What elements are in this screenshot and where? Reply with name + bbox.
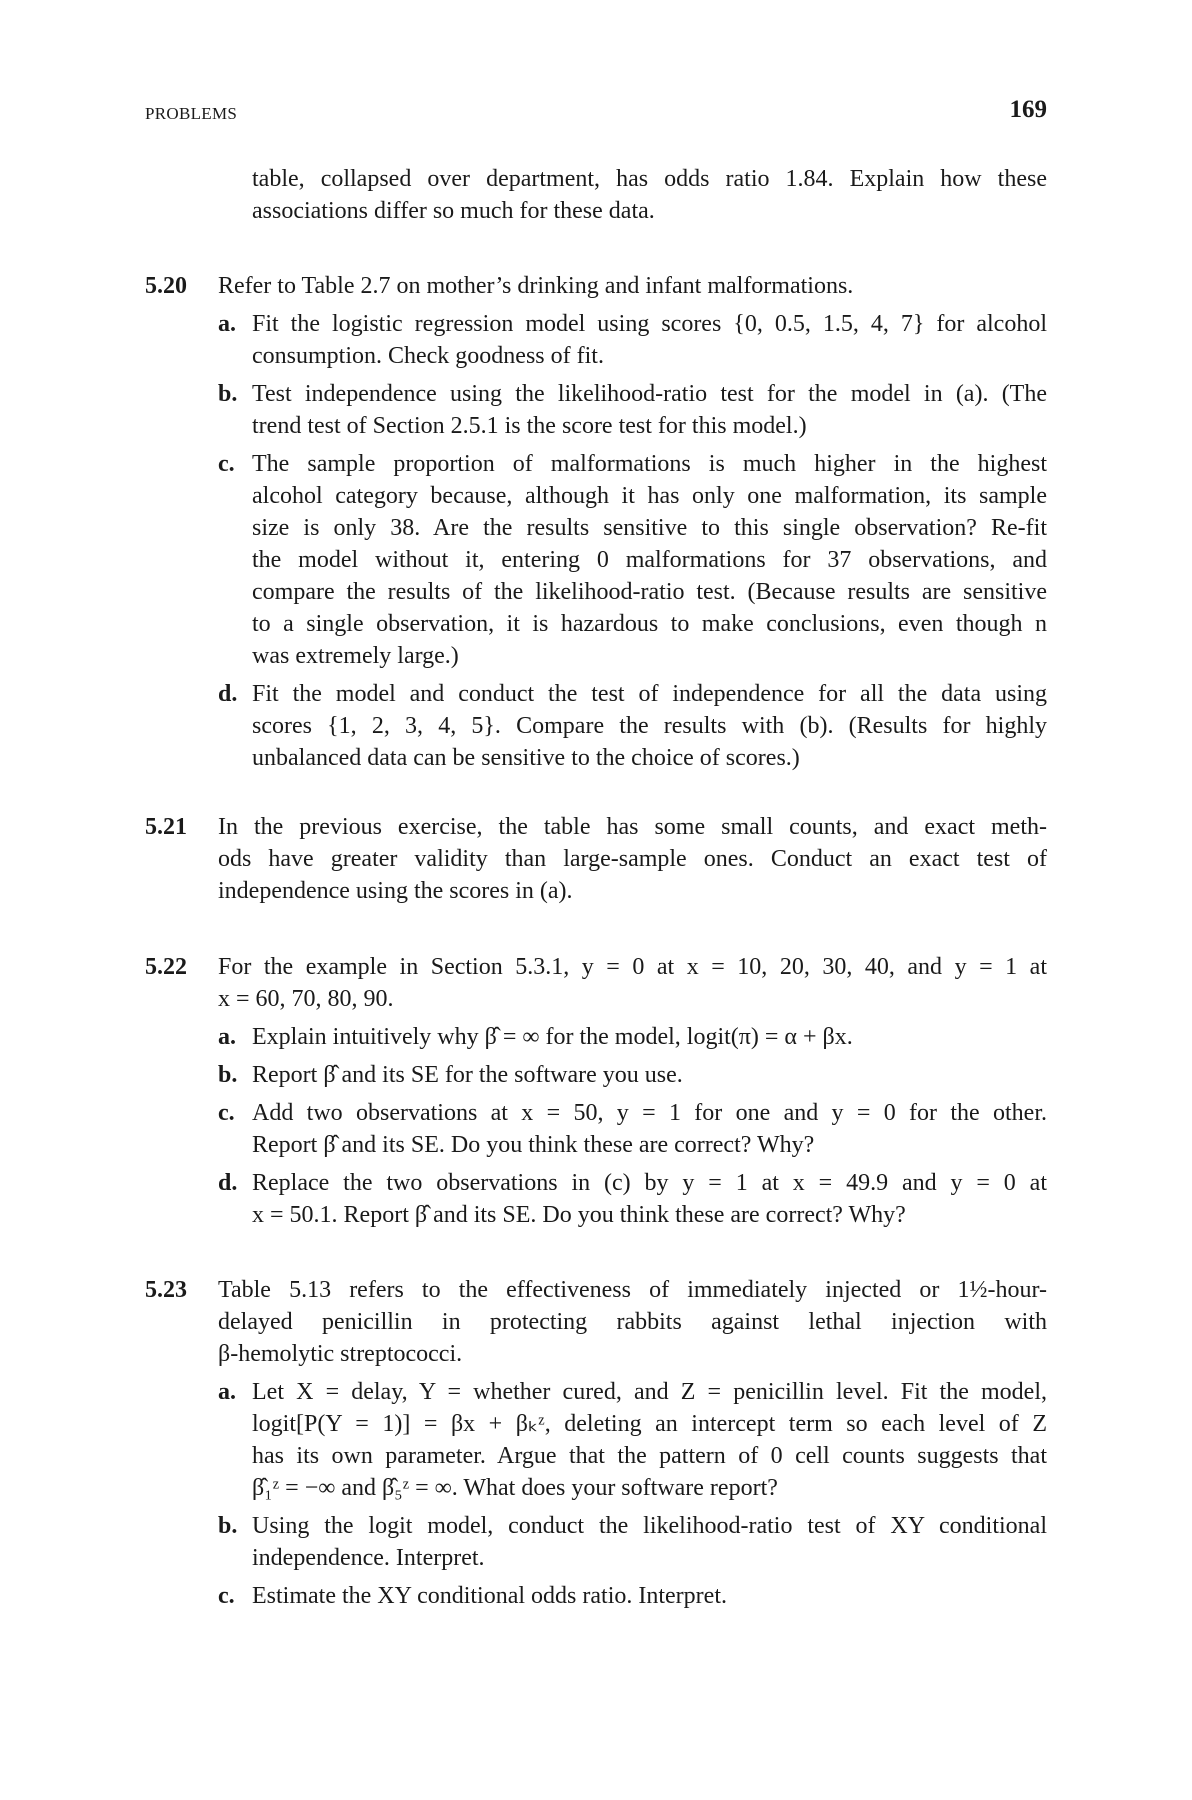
problem-part: [218, 678, 1047, 774]
problem-part: [218, 1376, 1047, 1504]
intro-paragraph: [252, 163, 1047, 227]
text-line: Refer to Table 2.7 on mother’s drinking and infant malformations.: [218, 273, 854, 299]
text-line: Test independence using the likelihood-ratio test for the model in (a). (The: [252, 381, 1047, 407]
part-label: b.: [218, 381, 238, 407]
problem-part: [218, 378, 1047, 442]
problem-number: 5.20: [145, 273, 187, 299]
problem-stem: [218, 1274, 1047, 1370]
part-label: d.: [218, 1170, 238, 1196]
problem-part: [218, 1167, 1047, 1231]
problem-5-23: [145, 1274, 1047, 1612]
problem-part: [218, 448, 1047, 672]
text-line: Report β̂ and its SE for the software you use.: [252, 1062, 683, 1088]
text-line: Add two observations at x = 50, y = 1 for one and y = 0 for the other.: [252, 1100, 1047, 1126]
text-line: delayed penicillin in protecting rabbits against lethal injection with: [218, 1309, 1047, 1335]
part-label: a.: [218, 1024, 236, 1050]
problem-part: [218, 1021, 1047, 1053]
text-line: scores {1, 2, 3, 4, 5}. Compare the results with (b). (Results for highly: [252, 713, 1047, 739]
text-line: Report β̂ and its SE. Do you think these are correct? Why?: [252, 1132, 815, 1158]
problem-part: [218, 1059, 1047, 1091]
text-line: the model without it, entering 0 malformations for 37 observations, and: [252, 547, 1047, 573]
text-line: associations differ so much for these data.: [252, 198, 655, 224]
problem-part: [218, 1580, 1047, 1612]
text-line: table, collapsed over department, has odds ratio 1.84. Explain how these: [252, 166, 1047, 192]
text-line: Explain intuitively why β̂ = ∞ for the model, logit(π) = α + βx.: [252, 1024, 853, 1050]
text-line: For the example in Section 5.3.1, y = 0 at x = 10, 20, 30, 40, and y = 1 at: [218, 954, 1047, 980]
problem-5-20: [145, 270, 1047, 774]
text-line: compare the results of the likelihood-ratio test. (Because results are sensitive: [252, 579, 1047, 605]
text-line: The sample proportion of malformations is much higher in the highest: [252, 451, 1047, 477]
problem-part: [218, 1097, 1047, 1161]
problem-stem: [218, 951, 1047, 1015]
text-line: logit[P(Y = 1)] = βx + βₖᶻ, deleting an intercept term so each level of Z: [252, 1411, 1047, 1437]
text-line: independence. Interpret.: [252, 1545, 485, 1571]
text-line: has its own parameter. Argue that the pattern of 0 cell counts suggests that: [252, 1443, 1047, 1469]
problem-part: [218, 1510, 1047, 1574]
problem-number: 5.22: [145, 954, 187, 980]
part-label: c.: [218, 451, 235, 477]
problem-number: 5.23: [145, 1277, 187, 1303]
text-line: Replace the two observations in (c) by y = 1 at x = 49.9 and y = 0 at: [252, 1170, 1047, 1196]
text-line: independence using the scores in (a).: [218, 878, 573, 904]
part-label: a.: [218, 1379, 236, 1405]
running-head: PROBLEMS: [145, 104, 238, 123]
text-line: Fit the logistic regression model using scores {0, 0.5, 1.5, 4, 7} for alcohol: [252, 311, 1047, 337]
text-line: x = 60, 70, 80, 90.: [218, 986, 394, 1012]
text-line: ods have greater validity than large-sample ones. Conduct an exact test of: [218, 846, 1047, 872]
problem-stem: [218, 811, 1047, 907]
text-line: β-hemolytic streptococci.: [218, 1341, 463, 1367]
text-line: x = 50.1. Report β̂ and its SE. Do you think these are correct? Why?: [252, 1202, 906, 1228]
text-line: In the previous exercise, the table has some small counts, and exact meth-: [218, 814, 1047, 840]
text-line: Fit the model and conduct the test of independence for all the data using: [252, 681, 1047, 707]
part-label: c.: [218, 1583, 235, 1609]
text-line: Table 5.13 refers to the effectiveness of immediately injected or 1½-hour-: [218, 1277, 1047, 1303]
part-label: c.: [218, 1100, 235, 1126]
text-line: was extremely large.): [252, 643, 459, 669]
problem-5-22: [145, 951, 1047, 1231]
text-line: size is only 38. Are the results sensitive to this single observation? Re-fit: [252, 515, 1047, 541]
text-line: unbalanced data can be sensitive to the choice of scores.): [252, 745, 800, 771]
part-label: b.: [218, 1062, 238, 1088]
part-label: a.: [218, 311, 236, 337]
page-number: 169: [1009, 96, 1047, 123]
text-line: Estimate the XY conditional odds ratio. Interpret.: [252, 1583, 727, 1609]
text-line: Let X = delay, Y = whether cured, and Z = penicillin level. Fit the model,: [252, 1379, 1047, 1405]
text-line: to a single observation, it is hazardous to make conclusions, even though n: [252, 611, 1047, 637]
text-line: alcohol category because, although it has only one malformation, its sample: [252, 483, 1047, 509]
text-line: Using the logit model, conduct the likelihood-ratio test of XY conditional: [252, 1513, 1047, 1539]
text-line: trend test of Section 2.5.1 is the score test for this model.): [252, 413, 807, 439]
part-label: b.: [218, 1513, 238, 1539]
problem-number: 5.21: [145, 814, 187, 840]
problem-stem: [218, 270, 1047, 302]
text-line: β̂₁ᶻ = −∞ and β̂₅ᶻ = ∞. What does your software report?: [252, 1475, 778, 1501]
text-line: consumption. Check goodness of fit.: [252, 343, 604, 369]
problem-5-21: [145, 811, 1047, 907]
problem-part: [218, 308, 1047, 372]
part-label: d.: [218, 681, 238, 707]
